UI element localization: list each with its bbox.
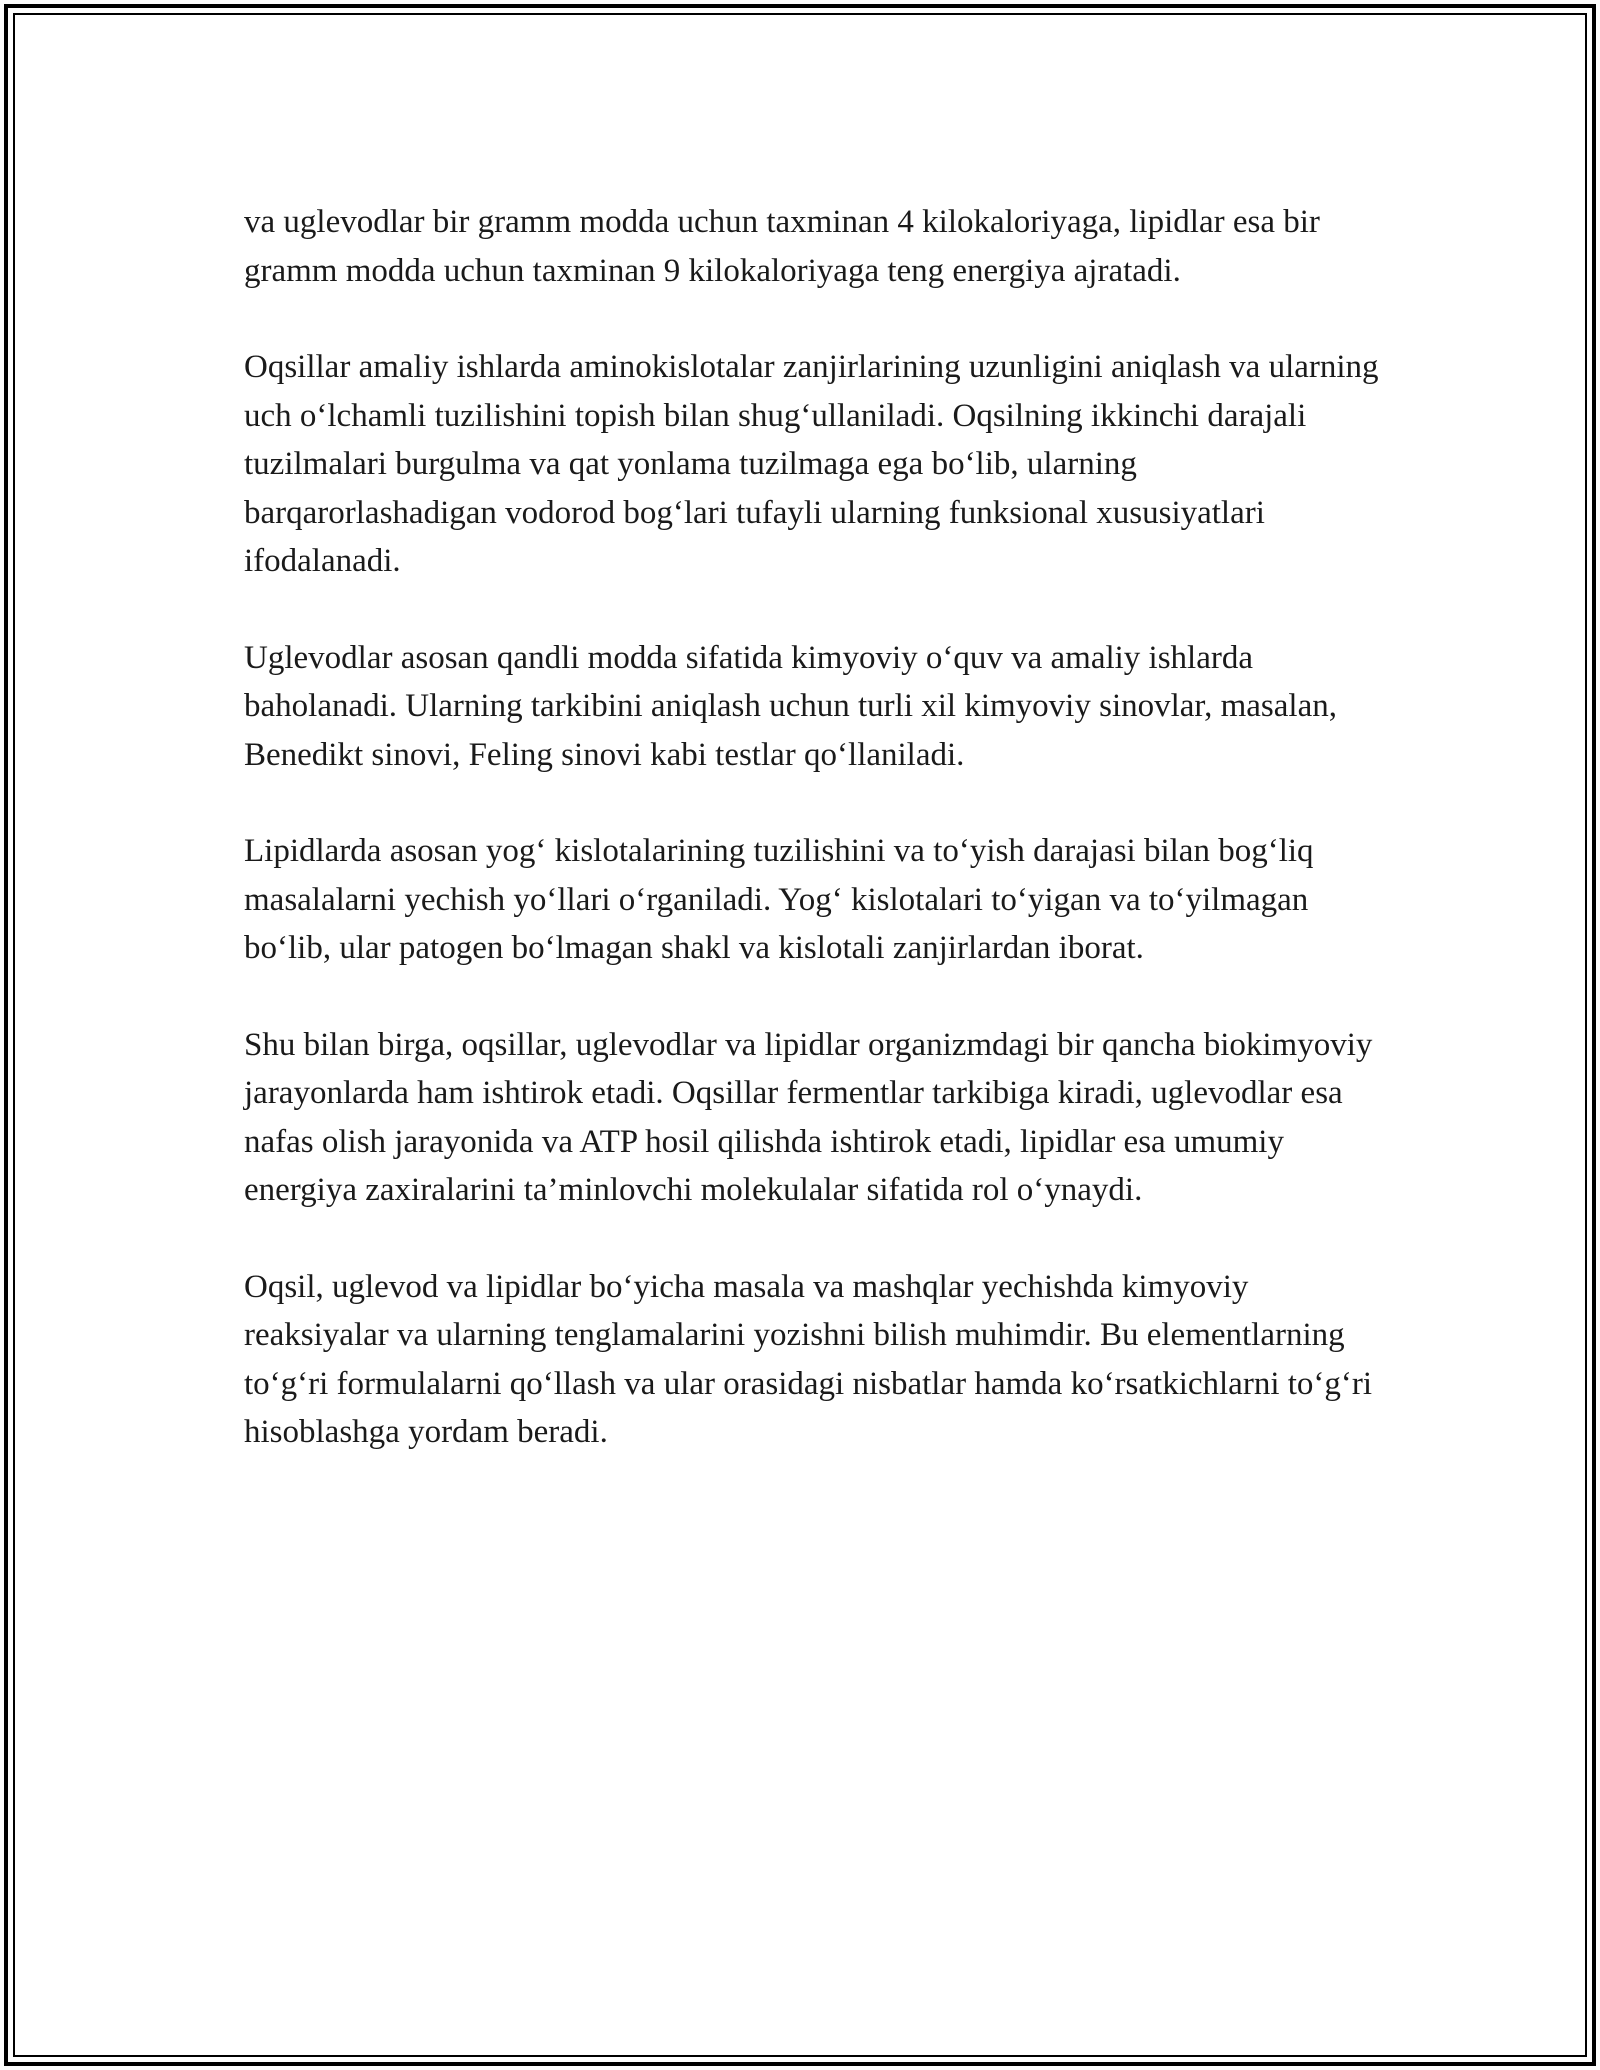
document-body xyxy=(244,198,1384,1457)
paragraph-problem-solving: Oqsil, uglevod va lipidlar bo‘yicha masala va mashqlar yechishda kimyoviy reaksiyalar va ularning tenglamalarini yozishni bilish muhimdir. Bu elementlarning to‘g‘ri formulalarni qo‘llash va ular orasidagi nisbatlar hamda ko‘rsatkichlarni to‘g‘ri hisoblashga yordam beradi. xyxy=(244,1268,1373,1450)
page-frame xyxy=(4,4,1596,2066)
paragraph-energy: va uglevodlar bir gramm modda uchun taxminan 4 kilokaloriyaga, lipidlar esa bir gramm modda uchun taxminan 9 kilokaloriyaga teng energiya ajratadi. xyxy=(244,204,1320,289)
paragraph-biochemical-processes: Shu bilan birga, oqsillar, uglevodlar va lipidlar organizmdagi bir qancha biokimyoviy jarayonlarda ham ishtirok etadi. Oqsillar fermentlar tarkibiga kiradi, uglevodlar esa nafas olish jarayonida va ATP hosil qilishda ishtirok etadi, lipidlar esa umumiy energiya zaxiralarini ta’minlovchi molekulalar sifatida rol o‘ynaydi. xyxy=(244,1026,1373,1208)
paragraph-lipids: Lipidlarda asosan yog‘ kislotalarining tuzilishini va to‘yish darajasi bilan bog‘liq masalalarni yechish yo‘llari o‘rganiladi. Yog‘ kislotalari to‘yigan va to‘yilmagan bo‘lib, ular patogen bo‘lmagan shakl va kislotali zanjirlardan iborat. xyxy=(244,833,1314,966)
paragraph-carbohydrates: Uglevodlar asosan qandli modda sifatida kimyoviy o‘quv va amaliy ishlarda baholanadi. Ularning tarkibini aniqlash uchun turli xil kimyoviy sinovlar, masalan, Benedikt sinovi, Feling sinovi kabi testlar qo‘llaniladi. xyxy=(244,639,1337,773)
paragraph-proteins: Oqsillar amaliy ishlarda aminokislotalar zanjirlarining uzunligini aniqlash va ularning uch o‘lchamli tuzilishini topish bilan shug‘ullaniladi. Oqsilning ikkinchi darajali tuzilmalari burgulma va qat yonlama tuzilmaga ega bo‘lib, ularning barqarorlashadigan vodorod bog‘lari tufayli ularning funksional xususiyatlari ifodalanadi. xyxy=(244,349,1379,579)
